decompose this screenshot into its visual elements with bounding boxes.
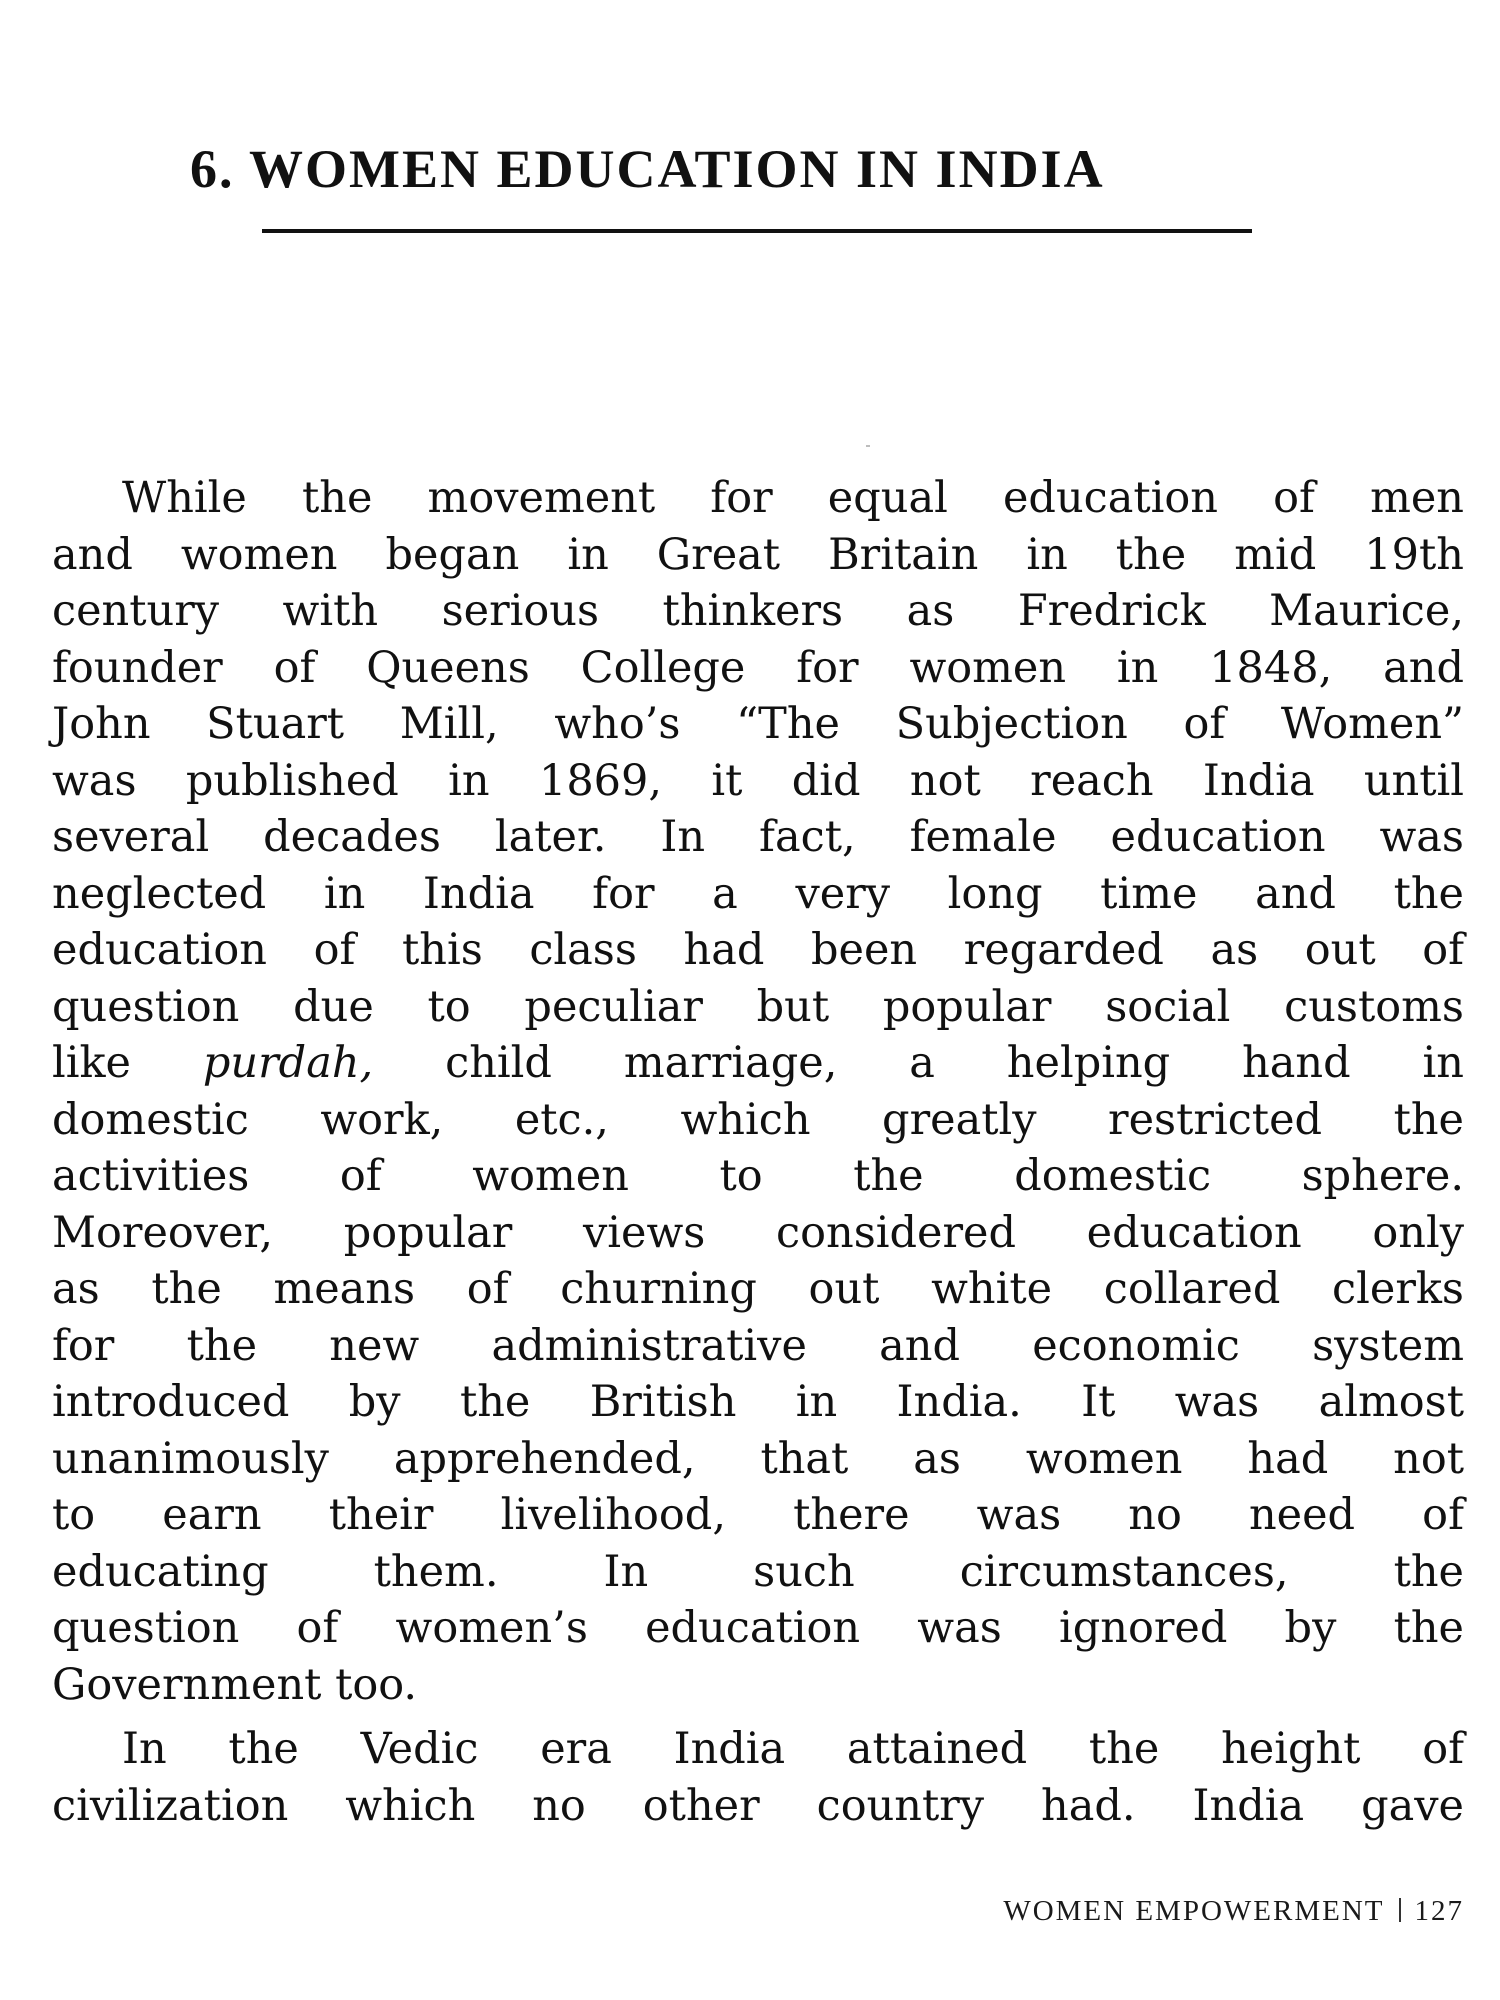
footer-separator bbox=[1399, 1898, 1401, 1922]
paragraph-1-line-17: introduced by the British in India. It was almost bbox=[52, 1377, 1464, 1427]
paragraph-1-line-14: Moreover, popular views considered education only bbox=[52, 1207, 1464, 1258]
page-number: 127 bbox=[1414, 1895, 1464, 1927]
paragraph-1-line-16: for the new administrative and economic system bbox=[52, 1320, 1464, 1371]
paragraph-1-line-13: activities of women to the domestic sphere. bbox=[52, 1151, 1464, 1201]
paragraph-1-line-20: educating them. In such circumstances, the bbox=[52, 1546, 1464, 1597]
body-text bbox=[52, 470, 1464, 1834]
paragraph-1-line-15: as the means of churning out white collared clerks bbox=[52, 1264, 1464, 1314]
paragraph-1-line-5: John Stuart Mill, who’s “The Subjection of Women” bbox=[52, 699, 1464, 749]
paragraph-gap bbox=[52, 1713, 1464, 1721]
paragraph-1-line-10: question due to peculiar but popular social customs bbox=[52, 981, 1464, 1032]
paragraph-1-line-3: century with serious thinkers as Fredrick Maurice, bbox=[52, 586, 1464, 636]
running-footer bbox=[1003, 1895, 1464, 1928]
paragraph-1-line-7: several decades later. In fact, female education was bbox=[52, 812, 1464, 862]
paragraph-1-line-4: founder of Queens College for women in 1848, and bbox=[52, 642, 1464, 693]
title-underline bbox=[262, 229, 1252, 233]
paragraph-1-line-22: Government too. bbox=[52, 1659, 418, 1710]
paragraph-1-line-9: education of this class had been regarded as out of bbox=[52, 925, 1464, 975]
paragraph-1-line-19: to earn their livelihood, there was no need of bbox=[52, 1490, 1464, 1540]
paragraph-1-line-6: was published in 1869, it did not reach India until bbox=[52, 755, 1464, 806]
paragraph-2-line-2: civilization which no other country had. India gave bbox=[52, 1780, 1464, 1831]
paragraph-1-line-12: domestic work, etc., which greatly restricted the bbox=[52, 1094, 1464, 1145]
paragraph-1-line-11 bbox=[52, 1035, 1464, 1092]
paragraph-1-line-21: question of women’s education was ignored by the bbox=[52, 1603, 1464, 1653]
footer-book-title: WOMEN EMPOWERMENT bbox=[1003, 1895, 1385, 1927]
paragraph-1-line-18: unanimously apprehended, that as women had not bbox=[52, 1433, 1464, 1484]
scan-speck bbox=[866, 445, 870, 447]
purdah-line-start: like bbox=[52, 1038, 203, 1088]
chapter-title: 6. WOMEN EDUCATION IN INDIA bbox=[190, 139, 1105, 199]
purdah-line-end: child marriage, a helping hand in bbox=[373, 1038, 1464, 1088]
paragraph-1-line-2: and women began in Great Britain in the mid 19th bbox=[52, 529, 1464, 580]
paragraph-1-line-1: While the movement for equal education of men bbox=[122, 473, 1464, 523]
paragraph-2-line-1: In the Vedic era India attained the height of bbox=[122, 1724, 1464, 1774]
purdah-italic-word: purdah, bbox=[202, 1038, 374, 1088]
paragraph-1-line-8: neglected in India for a very long time and the bbox=[52, 868, 1464, 919]
